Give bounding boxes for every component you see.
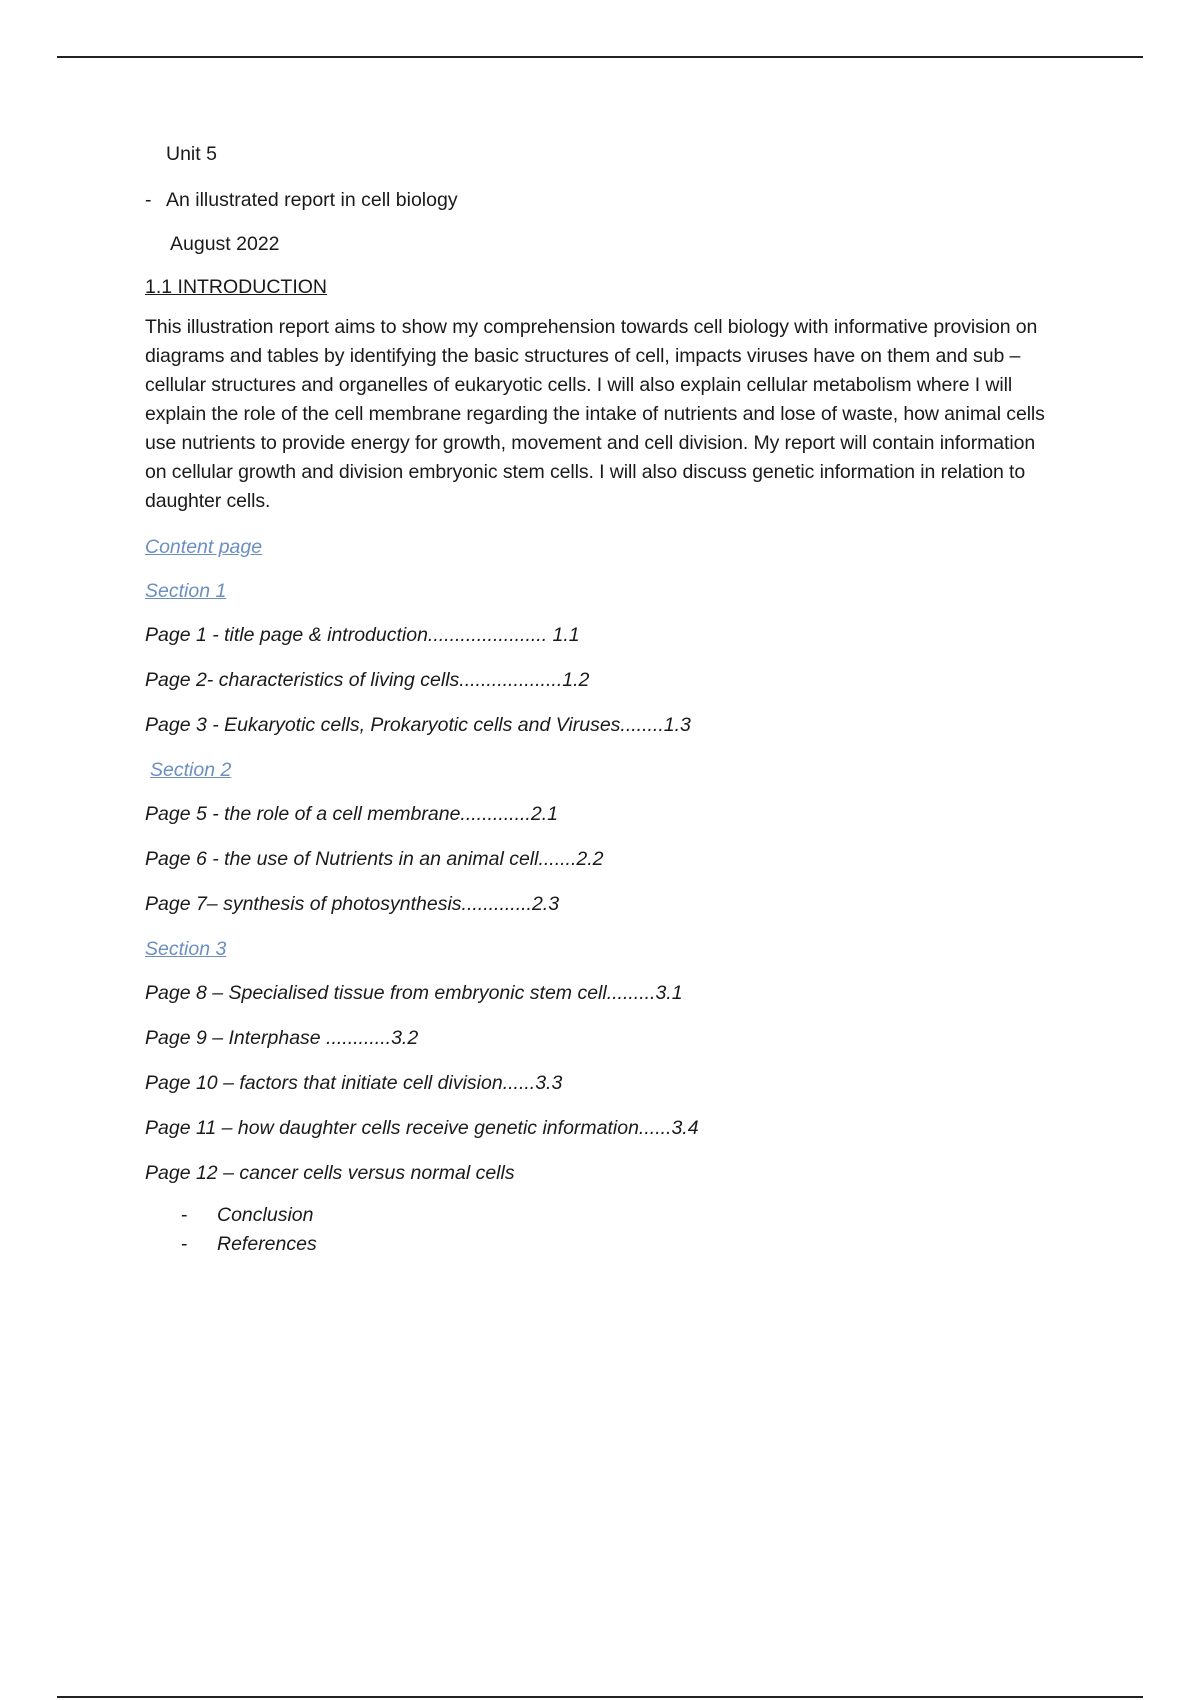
list-bullet: - [181,1204,188,1226]
list-bullet: - [181,1233,188,1255]
intro-paragraph: This illustration report aims to show my comprehension towards cell biology with informative provision on diagrams and tables by identifying the basic structures of cell, impacts viruses have on them and sub – cellular structures and organelles of eukaryotic cells. I will also explain cellular metabolism where I will explain the role of the cell membrane regarding the intake of nutrients and lose of waste, how animal cells use nutrients to provide energy for growth, movement and cell division. My report will contain information on cellular growth and division embryonic stem cells. I will also discuss genetic information in relation to daughter cells. [145,316,1045,512]
toc-entry: Page 3 - Eukaryotic cells, Prokaryotic cells and Viruses........1.3 [145,714,691,736]
toc-entry: Page 5 - the role of a cell membrane.............2.1 [145,803,558,825]
toc-entry: Page 9 – Interphase ............3.2 [145,1027,419,1049]
toc-entry: Page 11 – how daughter cells receive genetic information......3.4 [145,1117,699,1139]
subtitle-dash: - [145,189,152,211]
content-page-link[interactable]: Content page [145,536,263,558]
footer-rule [57,1696,1143,1698]
references-item: References [217,1233,317,1255]
list-item [181,1201,1045,1230]
subtitle-text: An illustrated report in cell biology [166,189,458,211]
unit-title: Unit 5 [166,143,217,165]
section-1-link[interactable]: Section 1 [145,580,227,602]
closing-list [145,1201,1045,1259]
toc-entry: Page 6 - the use of Nutrients in an animal cell.......2.2 [145,848,604,870]
list-item [181,1230,1045,1259]
toc-entry: Page 7– synthesis of photosynthesis.............2.3 [145,893,560,915]
intro-heading: 1.1 INTRODUCTION [145,276,328,298]
document-page [145,140,1045,1259]
section-2-link[interactable]: Section 2 [150,759,232,781]
toc-entry: Page 1 - title page & introduction...................... 1.1 [145,624,580,646]
toc-entry: Page 12 – cancer cells versus normal cells [145,1162,515,1184]
report-subtitle [145,186,1045,215]
header-rule [57,56,1143,58]
conclusion-item: Conclusion [217,1204,314,1226]
toc-entry: Page 8 – Specialised tissue from embryonic stem cell.........3.1 [145,982,683,1004]
report-date: August 2022 [170,233,280,255]
toc-entry: Page 2- characteristics of living cells...................1.2 [145,669,590,691]
toc-entry: Page 10 – factors that initiate cell division......3.3 [145,1072,563,1094]
section-3-link[interactable]: Section 3 [145,938,227,960]
